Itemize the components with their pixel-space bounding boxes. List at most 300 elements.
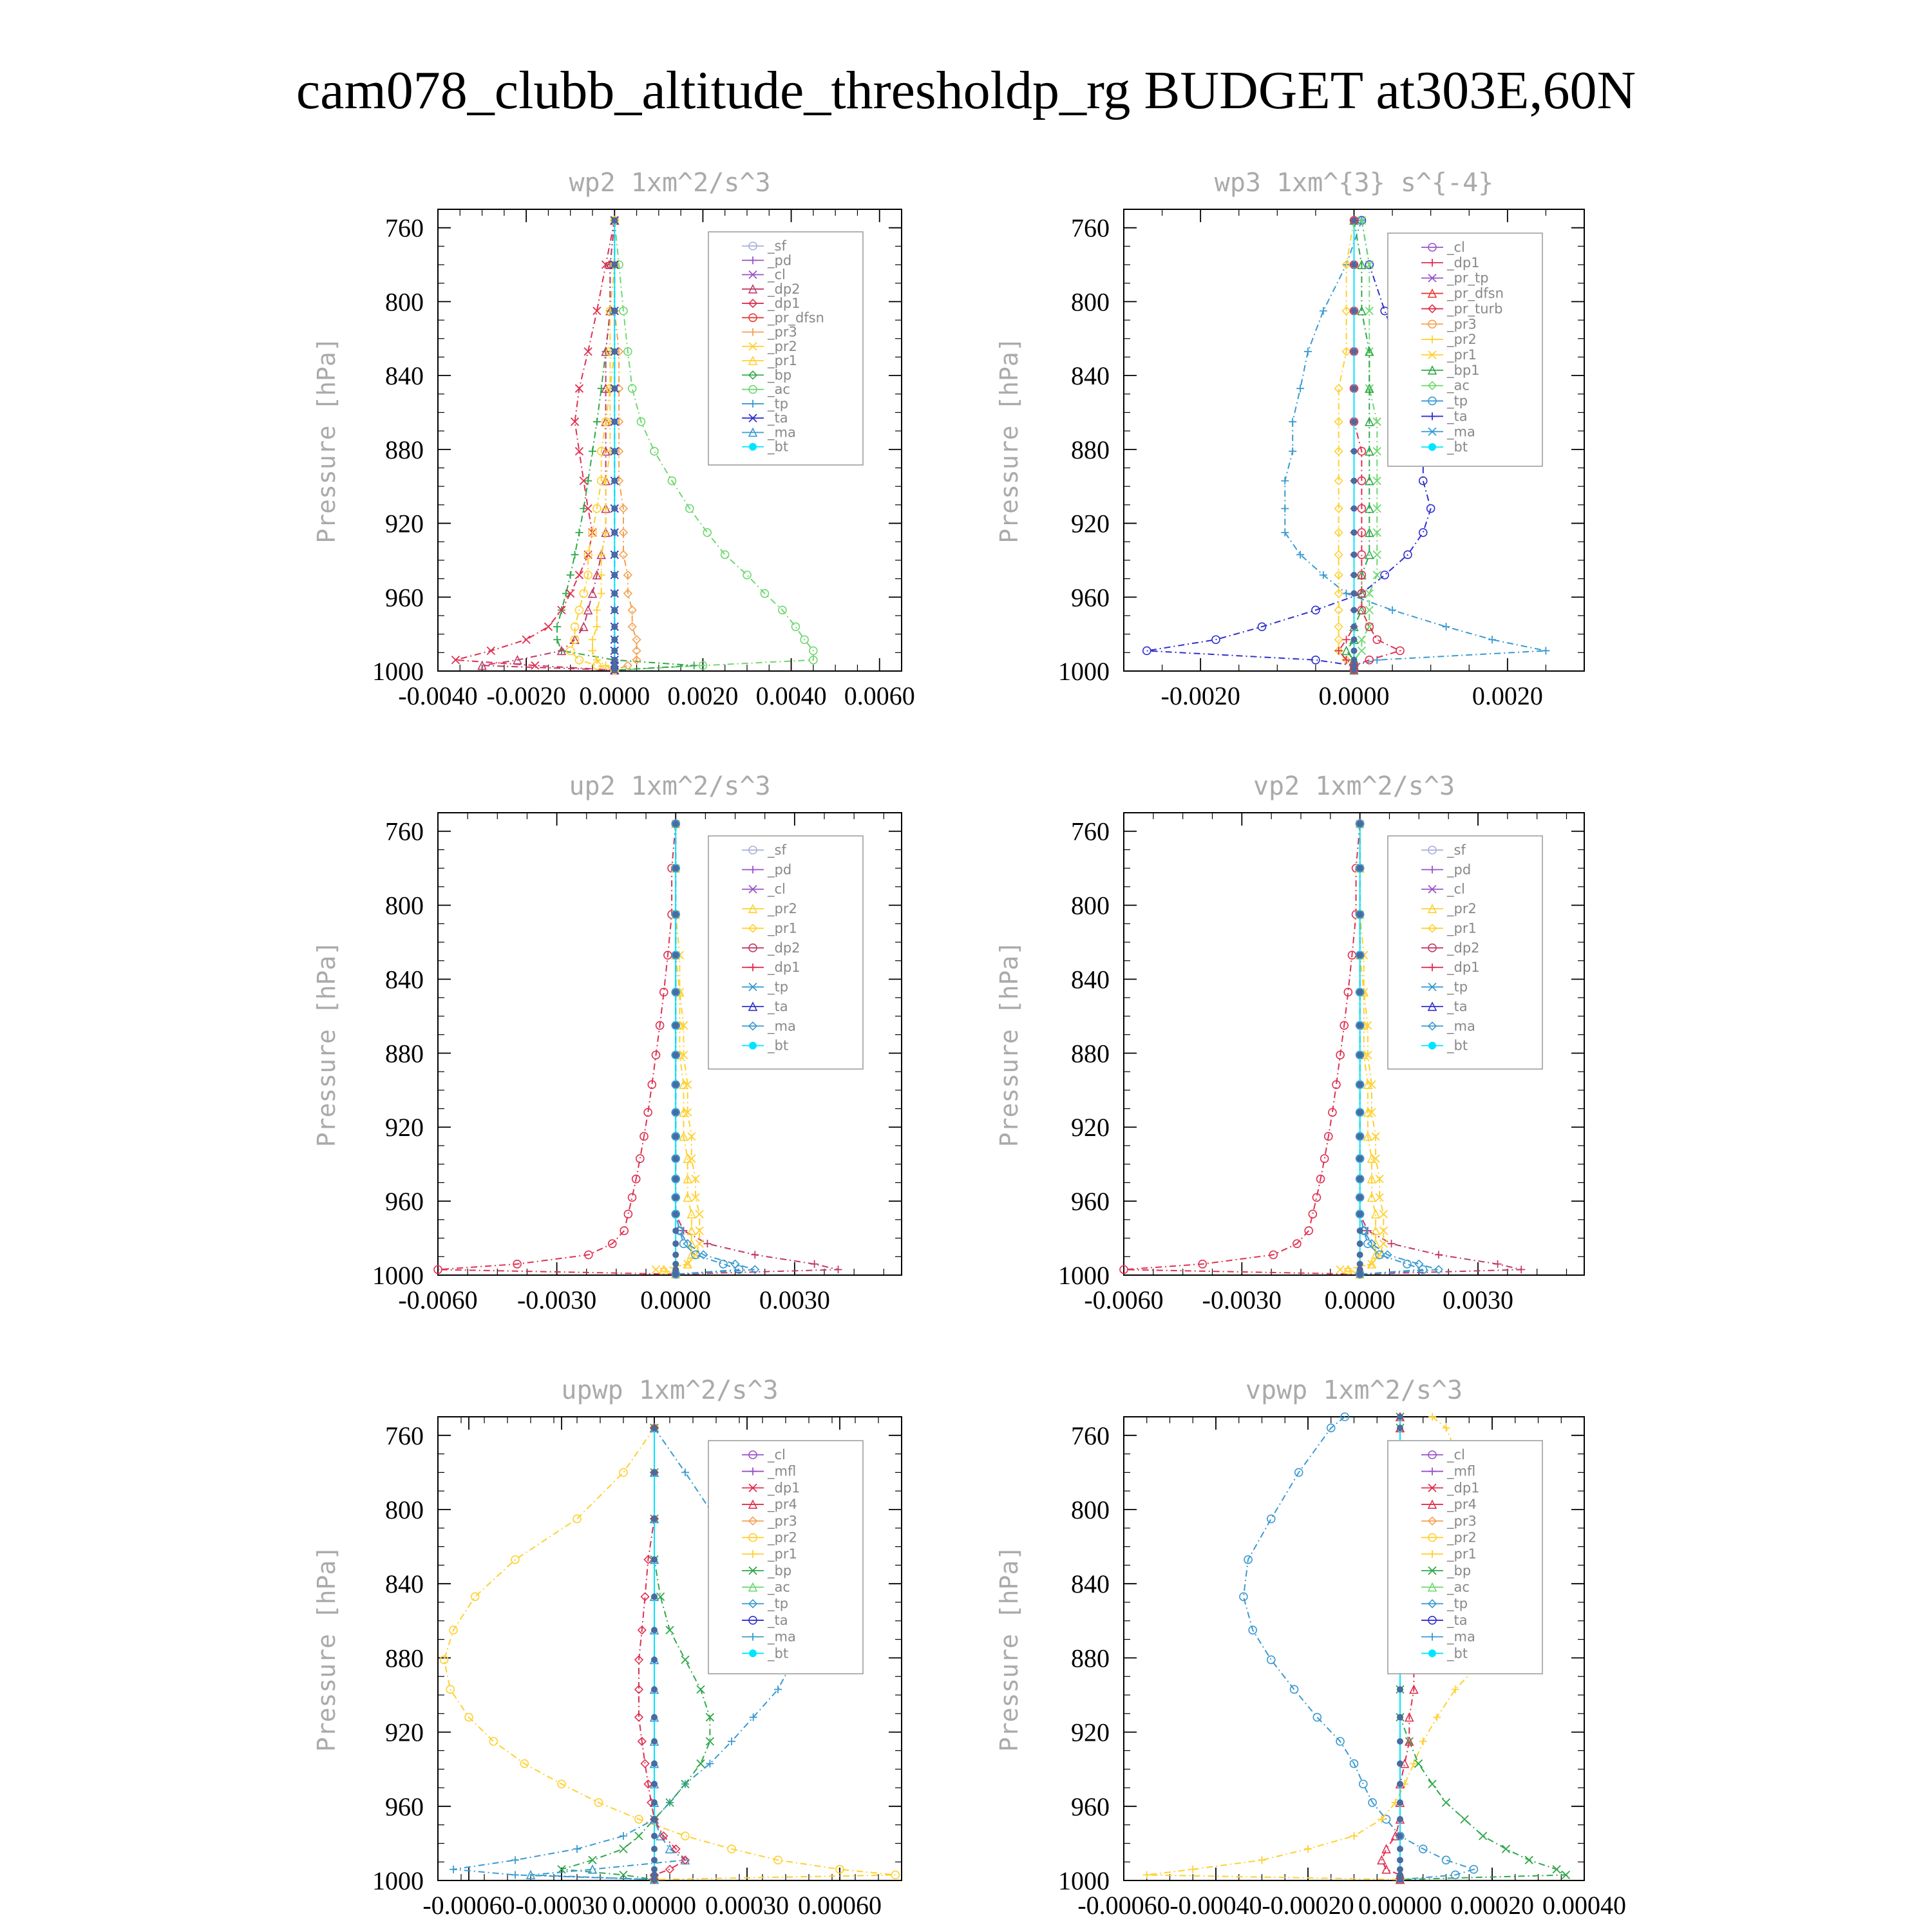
data-point xyxy=(1357,1155,1363,1162)
data-point xyxy=(721,551,729,558)
data-point xyxy=(635,1832,643,1840)
data-point xyxy=(1304,348,1312,355)
data-point xyxy=(672,1133,679,1140)
legend-entry: _pr1 xyxy=(1447,1546,1477,1562)
data-point xyxy=(697,1760,705,1768)
series-line-dp2 xyxy=(482,220,615,670)
data-point xyxy=(688,1155,696,1162)
data-point xyxy=(672,1022,679,1028)
data-point xyxy=(651,1515,658,1522)
legend-entry: _dp2 xyxy=(768,281,800,297)
legend-entry: _bp xyxy=(768,1562,792,1578)
data-point xyxy=(1502,1845,1510,1853)
data-point xyxy=(573,1845,581,1853)
legend-entry: _pr1 xyxy=(768,1546,797,1562)
y-tick-label: 920 xyxy=(385,1718,424,1747)
data-point xyxy=(611,506,618,512)
y-tick-label: 760 xyxy=(385,1421,424,1450)
data-point xyxy=(1397,1414,1403,1420)
series-line-dp1 xyxy=(1339,220,1354,670)
data-point xyxy=(696,1240,703,1247)
data-point xyxy=(1357,911,1363,918)
legend-entry: _pr1 xyxy=(768,353,797,369)
data-point xyxy=(1494,1260,1502,1268)
legend-entry: _dp2 xyxy=(1447,940,1480,956)
legend-entry: _dp1 xyxy=(1447,960,1480,976)
data-point xyxy=(811,1260,819,1268)
data-point xyxy=(580,623,587,630)
data-point xyxy=(835,1265,842,1273)
data-point xyxy=(1357,952,1363,958)
series-line-pr2 xyxy=(1348,824,1376,1274)
data-point xyxy=(1379,1210,1387,1218)
data-point xyxy=(1397,1686,1403,1692)
y-tick-label: 760 xyxy=(385,213,424,243)
legend-entry: _pr3 xyxy=(1447,316,1477,332)
data-point xyxy=(1397,1799,1403,1806)
data-point xyxy=(1189,1866,1197,1873)
data-point xyxy=(1357,1176,1363,1182)
data-point xyxy=(624,1210,632,1218)
data-point xyxy=(1281,477,1289,485)
data-point xyxy=(1443,1799,1450,1806)
legend-entry: _pd xyxy=(768,862,792,878)
data-point xyxy=(611,348,618,355)
legend-entry: _pr1 xyxy=(1447,920,1477,936)
legend-marker xyxy=(1428,1649,1436,1657)
chart-panel-4 xyxy=(995,772,1584,1314)
data-point xyxy=(1289,418,1296,426)
data-point xyxy=(471,1593,479,1600)
data-point xyxy=(584,477,592,485)
x-tick-label: -0.0020 xyxy=(1160,681,1240,710)
data-point xyxy=(575,571,583,579)
data-point xyxy=(589,636,596,643)
data-point xyxy=(544,623,552,630)
data-point xyxy=(719,1260,727,1268)
data-point xyxy=(651,1866,658,1873)
y-tick-label: 1000 xyxy=(372,1261,424,1290)
data-point xyxy=(567,571,574,579)
series-bp xyxy=(558,1424,714,1883)
data-point xyxy=(672,1081,679,1088)
data-point xyxy=(1258,1856,1266,1864)
data-point xyxy=(1351,529,1358,536)
data-point xyxy=(1383,1845,1390,1853)
series-line-pr2 xyxy=(664,824,692,1274)
legend-entry: _cl xyxy=(1447,240,1465,255)
data-point xyxy=(1351,551,1358,558)
data-point xyxy=(1419,1738,1427,1745)
data-point xyxy=(593,606,601,614)
y-tick-label: 880 xyxy=(1071,435,1110,464)
data-point xyxy=(611,261,618,268)
data-point xyxy=(571,551,579,558)
legend-entry: _ma xyxy=(768,1018,796,1034)
legend xyxy=(1388,1441,1542,1674)
y-tick-label: 840 xyxy=(385,965,424,994)
y-tick-label: 760 xyxy=(1071,213,1110,243)
series-dp1 xyxy=(1120,820,1364,1278)
data-point xyxy=(611,419,618,425)
legend xyxy=(708,232,863,465)
data-point xyxy=(1351,591,1358,597)
legend-entry: _bp1 xyxy=(1447,362,1480,378)
data-point xyxy=(636,1155,644,1162)
y-tick-label: 1000 xyxy=(1058,657,1110,686)
x-tick-label: 0.0000 xyxy=(1318,681,1390,710)
data-point xyxy=(672,911,679,918)
series-pr1 xyxy=(652,820,703,1278)
data-point xyxy=(1372,1155,1379,1162)
data-point xyxy=(1397,1714,1403,1721)
data-point xyxy=(1357,989,1363,996)
y-tick-label: 880 xyxy=(385,1039,424,1068)
y-tick-label: 880 xyxy=(385,1643,424,1673)
legend-entry: _pr2 xyxy=(1447,1530,1477,1546)
data-point xyxy=(489,1738,497,1745)
data-point xyxy=(611,448,618,455)
x-tick-label: -0.00060 xyxy=(1077,1891,1170,1920)
legend-entry: _dp2 xyxy=(768,940,800,956)
data-point xyxy=(672,1227,679,1234)
y-tick-label: 960 xyxy=(385,1792,424,1821)
data-point xyxy=(1365,606,1373,614)
legend-entry: _pr2 xyxy=(1447,901,1477,917)
data-point xyxy=(1373,636,1381,643)
y-tick-label: 920 xyxy=(1071,1718,1110,1747)
data-point xyxy=(1267,1656,1275,1663)
legend-entry: _dp1 xyxy=(768,1480,800,1496)
x-tick-label: -0.00030 xyxy=(515,1891,608,1920)
y-axis-label: Pressure [hPa] xyxy=(312,940,341,1148)
data-point xyxy=(522,636,530,643)
data-point xyxy=(1267,1515,1275,1522)
data-point xyxy=(553,623,561,630)
legend-entry: _ma xyxy=(1447,1018,1475,1034)
data-point xyxy=(593,623,601,630)
data-point xyxy=(672,1176,679,1182)
figure-title: cam078_clubb_altitude_thresholdp_rg BUDGET at303E,60N xyxy=(296,61,1636,120)
y-tick-label: 760 xyxy=(385,817,424,846)
data-point xyxy=(1351,385,1358,392)
legend-entry: _pr_dfsn xyxy=(1447,285,1504,301)
data-point xyxy=(602,477,610,485)
y-axis-label: Pressure [hPa] xyxy=(995,940,1023,1148)
data-point xyxy=(651,1425,658,1431)
data-point xyxy=(1383,1866,1390,1873)
legend-entry: _pr2 xyxy=(768,1530,797,1546)
legend-entry: _bp xyxy=(768,367,792,383)
data-point xyxy=(1435,1251,1443,1258)
data-point xyxy=(1309,1210,1316,1218)
chart-panel-2 xyxy=(995,168,1584,710)
chart-title: wp3 1xm^{3} s^{-4} xyxy=(1214,168,1494,198)
data-point xyxy=(690,661,698,669)
data-point xyxy=(1357,820,1363,827)
data-point xyxy=(511,1556,519,1564)
data-point xyxy=(1443,1424,1450,1432)
data-point xyxy=(1517,1265,1525,1273)
data-point xyxy=(1428,1780,1436,1788)
legend-entry: _mfl xyxy=(1447,1463,1476,1479)
series-dp2 xyxy=(478,216,619,674)
x-tick-label: 0.00000 xyxy=(612,1891,696,1920)
data-point xyxy=(1397,1738,1403,1745)
data-point xyxy=(1397,1846,1403,1852)
data-point xyxy=(1542,647,1549,654)
data-point xyxy=(672,865,679,871)
x-tick-label: 0.00060 xyxy=(798,1891,882,1920)
legend-entry: _bp xyxy=(1447,1562,1472,1578)
data-point xyxy=(1351,448,1358,455)
data-point xyxy=(584,606,592,614)
data-point xyxy=(672,1240,679,1247)
series-ma xyxy=(527,1424,689,1883)
data-point xyxy=(620,1845,627,1853)
data-point xyxy=(672,820,679,827)
series-pr2 xyxy=(660,820,696,1278)
y-tick-label: 1000 xyxy=(1058,1866,1110,1895)
data-point xyxy=(1351,419,1358,425)
series-pr2 xyxy=(1344,820,1379,1278)
legend-entry: _ma xyxy=(768,1629,796,1645)
data-point xyxy=(611,572,618,578)
legend-entry: _pr1 xyxy=(1447,347,1477,363)
data-point xyxy=(1443,1856,1450,1864)
series-pr1 xyxy=(1336,820,1387,1278)
data-point xyxy=(1351,636,1358,643)
data-point xyxy=(681,1468,689,1476)
data-point xyxy=(791,623,799,630)
legend-entry: _pr1 xyxy=(768,920,797,936)
data-point xyxy=(651,1877,658,1883)
data-point xyxy=(681,1656,689,1663)
data-point xyxy=(641,1760,649,1768)
legend-entry: _ac xyxy=(1447,1579,1470,1595)
data-point xyxy=(1525,1856,1533,1864)
x-tick-label: 0.0060 xyxy=(844,681,915,710)
data-point xyxy=(1357,1240,1363,1247)
data-point xyxy=(1336,1265,1344,1273)
series-line-pr2 xyxy=(1339,220,1354,670)
data-point xyxy=(629,623,636,630)
data-point xyxy=(672,989,679,996)
data-point xyxy=(1357,1022,1363,1028)
data-point xyxy=(1373,571,1381,579)
y-tick-label: 800 xyxy=(1071,891,1110,920)
data-point xyxy=(1351,667,1358,674)
legend-entry: _ma xyxy=(768,424,796,440)
x-tick-label: -0.0030 xyxy=(1202,1285,1282,1314)
data-point xyxy=(1365,656,1373,664)
legend-entry: _pr_tp xyxy=(1447,270,1489,286)
x-tick-label: 0.0000 xyxy=(1324,1285,1396,1314)
data-point xyxy=(1373,551,1381,558)
series-dp1 xyxy=(451,216,618,674)
data-point xyxy=(511,1856,519,1864)
data-point xyxy=(1351,478,1358,484)
data-point xyxy=(1419,529,1427,536)
chart-panel-1 xyxy=(312,168,915,710)
data-point xyxy=(589,448,596,455)
legend-entry: _ta xyxy=(768,410,788,426)
data-point xyxy=(1397,1816,1403,1823)
x-tick-label: -0.00040 xyxy=(1170,1891,1262,1920)
data-point xyxy=(1357,865,1363,871)
data-point xyxy=(1419,477,1427,485)
data-point xyxy=(1553,1866,1560,1873)
legend xyxy=(708,836,863,1069)
y-axis-label: Pressure [hPa] xyxy=(995,337,1023,544)
data-point xyxy=(1397,1761,1403,1767)
data-point xyxy=(598,551,605,558)
data-point xyxy=(580,505,587,513)
legend-entry: _pr4 xyxy=(1447,1497,1477,1513)
chart-title: upwp 1xm^2/s^3 xyxy=(561,1376,779,1405)
series-bt xyxy=(1357,820,1363,1277)
legend xyxy=(1388,233,1542,466)
data-point xyxy=(624,661,632,669)
data-point xyxy=(651,1738,658,1745)
legend-entry: _bt xyxy=(1447,1037,1468,1054)
series-bt xyxy=(1351,217,1358,673)
data-point xyxy=(1397,1877,1403,1883)
legend-entry: _cl xyxy=(1447,1447,1465,1463)
legend-entry: _ta xyxy=(768,998,788,1014)
data-point xyxy=(1321,1155,1329,1162)
data-point xyxy=(703,1240,711,1247)
y-tick-label: 800 xyxy=(1071,1495,1110,1524)
data-point xyxy=(593,418,601,426)
legend-entry: _pr3 xyxy=(768,1513,797,1529)
legend-entry: _pr4 xyxy=(768,1497,797,1513)
x-tick-label: -0.0060 xyxy=(398,1285,478,1314)
data-point xyxy=(611,636,618,643)
series-bt xyxy=(672,820,679,1277)
series-line-pr3 xyxy=(614,220,636,670)
data-point xyxy=(651,1799,658,1806)
y-tick-label: 840 xyxy=(1071,965,1110,994)
legend-entry: _dp1 xyxy=(1447,254,1480,270)
legend-marker xyxy=(1428,1042,1436,1050)
series-line-pr2 xyxy=(571,220,615,670)
data-point xyxy=(703,529,711,536)
data-point xyxy=(1488,636,1496,643)
x-tick-label: 0.00000 xyxy=(1358,1891,1442,1920)
data-point xyxy=(1357,1194,1363,1200)
legend-entry: _tp xyxy=(768,395,789,412)
data-point xyxy=(598,590,605,598)
y-tick-label: 800 xyxy=(1071,287,1110,317)
legend-entry: _sf xyxy=(768,842,786,858)
data-point xyxy=(1357,1251,1363,1258)
data-point xyxy=(1281,529,1289,536)
data-point xyxy=(611,551,618,558)
y-tick-label: 960 xyxy=(385,1187,424,1217)
series-line-dp1 xyxy=(438,824,676,1274)
data-point xyxy=(1351,506,1358,512)
data-point xyxy=(666,1866,674,1873)
data-point xyxy=(1343,590,1350,598)
data-point xyxy=(1433,1714,1441,1721)
data-point xyxy=(1359,1780,1367,1788)
data-point xyxy=(1461,1815,1468,1823)
series-pr2 xyxy=(567,216,619,674)
data-point xyxy=(1313,1714,1321,1721)
data-point xyxy=(672,1271,679,1278)
data-point xyxy=(1388,606,1396,614)
x-tick-label: 0.00020 xyxy=(1450,1891,1534,1920)
x-tick-label: 0.0000 xyxy=(579,681,650,710)
y-tick-label: 880 xyxy=(1071,1643,1110,1673)
series-bt xyxy=(651,1425,658,1882)
data-point xyxy=(575,656,583,664)
series-line-pr1 xyxy=(592,220,614,670)
series-bp xyxy=(553,216,698,674)
data-point xyxy=(1381,571,1388,579)
data-point xyxy=(1281,505,1289,513)
data-point xyxy=(611,647,618,654)
chart-panel-5 xyxy=(312,1376,902,1920)
y-tick-label: 960 xyxy=(385,583,424,612)
y-tick-label: 840 xyxy=(385,361,424,391)
data-point xyxy=(1379,1240,1387,1247)
legend-entry: _ma xyxy=(1447,424,1475,440)
data-point xyxy=(1357,1261,1363,1267)
y-tick-label: 1000 xyxy=(1058,1261,1110,1290)
legend-entry: _pd xyxy=(768,252,792,269)
x-tick-label: -0.0060 xyxy=(1084,1285,1164,1314)
y-tick-label: 920 xyxy=(385,1113,424,1142)
data-point xyxy=(1320,307,1327,315)
legend-marker xyxy=(749,443,757,451)
data-point xyxy=(511,1871,519,1879)
data-point xyxy=(1343,636,1350,643)
legend-entry: _tp xyxy=(1447,393,1468,409)
legend-entry: _bt xyxy=(1447,1645,1468,1662)
legend-marker xyxy=(1428,443,1436,451)
y-tick-label: 960 xyxy=(1071,1792,1110,1821)
legend-entry: _pr3 xyxy=(768,324,797,340)
legend-entry: _cl xyxy=(768,881,786,897)
chart-title: wp2 1xm^2/s^3 xyxy=(569,168,771,198)
y-tick-label: 880 xyxy=(1071,1039,1110,1068)
data-point xyxy=(589,647,596,654)
data-point xyxy=(1452,1685,1459,1693)
data-point xyxy=(1350,1832,1358,1840)
legend-entry: _ta xyxy=(1447,1612,1468,1628)
data-point xyxy=(1415,1260,1423,1268)
data-point xyxy=(1351,217,1358,223)
data-point xyxy=(651,1846,658,1852)
legend-entry: _pr2 xyxy=(768,901,797,917)
y-axis-label: Pressure [hPa] xyxy=(312,1545,341,1752)
data-point xyxy=(1351,607,1358,613)
legend-entry: _cl xyxy=(768,267,786,283)
x-tick-label: -0.0040 xyxy=(398,681,478,710)
y-tick-label: 960 xyxy=(1071,1187,1110,1217)
data-point xyxy=(743,571,751,579)
series-line-dp1 xyxy=(1124,824,1360,1274)
chart-panel-3 xyxy=(312,772,902,1314)
legend-entry: _cl xyxy=(1447,881,1465,897)
chart-title: vp2 1xm^2/s^3 xyxy=(1253,772,1455,801)
x-tick-label: 0.00040 xyxy=(1542,1891,1626,1920)
data-point xyxy=(620,1468,627,1476)
data-point xyxy=(1357,1271,1363,1278)
legend-entry: _pr2 xyxy=(1447,332,1477,348)
